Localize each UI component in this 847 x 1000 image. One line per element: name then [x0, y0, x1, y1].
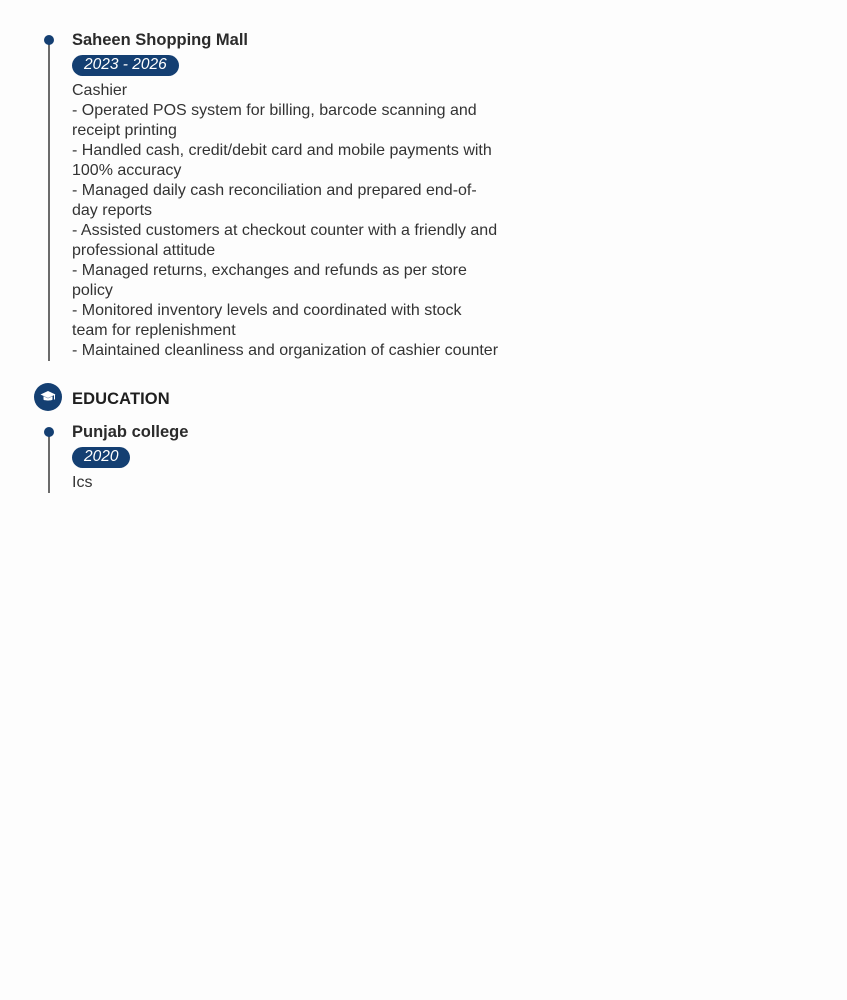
experience-timeline-line: [48, 36, 50, 361]
description-line: - Monitored inventory levels and coordinated with stock: [72, 302, 462, 319]
education-timeline-line: [48, 428, 50, 493]
description-line: - Handled cash, credit/debit card and mobile payments with: [72, 142, 492, 159]
experience-date-badge: 2023 - 2026: [72, 55, 179, 76]
education-entry: [72, 422, 522, 493]
school-name: Punjab college: [72, 423, 189, 441]
description-line: - Managed returns, exchanges and refunds as per store: [72, 262, 467, 279]
education-section-title: EDUCATION: [72, 390, 170, 408]
degree-name: Ics: [72, 474, 93, 491]
education-description: [72, 473, 522, 493]
company-name: Saheen Shopping Mall: [72, 31, 249, 49]
description-line: - Operated POS system for billing, barcode scanning and: [72, 102, 477, 119]
experience-entry: [72, 30, 522, 361]
description-line: - Assisted customers at checkout counter with a friendly and: [72, 222, 498, 239]
description-line: receipt printing: [72, 122, 177, 139]
description-line: 100% accuracy: [72, 162, 182, 179]
experience-description: [72, 81, 522, 361]
experience-timeline-dot: [44, 35, 54, 45]
description-line: policy: [72, 282, 113, 299]
description-line: professional attitude: [72, 242, 216, 259]
description-line: - Maintained cleanliness and organization of cashier counter: [72, 342, 499, 359]
description-line: day reports: [72, 202, 153, 219]
description-line: team for replenishment: [72, 322, 236, 339]
education-date-badge: 2020: [72, 447, 130, 468]
education-timeline-dot: [44, 427, 54, 437]
graduation-cap-icon: [34, 383, 62, 411]
job-title: Cashier: [72, 82, 128, 99]
description-line: - Managed daily cash reconciliation and prepared end-of-: [72, 182, 477, 199]
